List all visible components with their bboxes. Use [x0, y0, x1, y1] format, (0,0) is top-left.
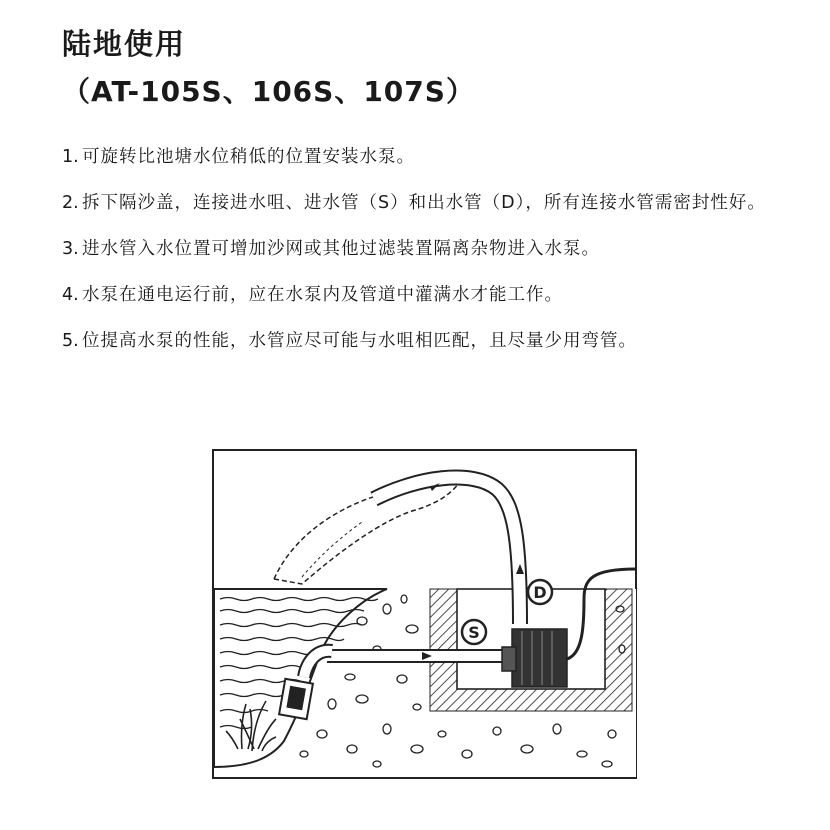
page-title: 陆地使用	[62, 27, 187, 61]
instruction-step-4	[62, 278, 782, 312]
label-s-text: S	[468, 623, 480, 642]
instruction-step-3	[62, 232, 782, 266]
inlet-label-s	[462, 620, 486, 644]
step-number: 4.	[62, 285, 79, 305]
step-text: 可旋转比池塘水位稍低的位置安装水泵。	[82, 147, 415, 167]
label-d-text: D	[533, 583, 547, 602]
step-number: 5.	[62, 331, 79, 351]
step-text: 拆下隔沙盖，连接进水咀、进水管（S）和出水管（D），所有连接水管需密封性好。	[82, 193, 766, 213]
step-number: 3.	[62, 239, 79, 259]
instruction-step-2	[62, 186, 782, 220]
instruction-list	[62, 140, 782, 370]
installation-diagram	[212, 449, 637, 779]
outlet-label-d	[528, 580, 552, 604]
pump	[502, 629, 567, 687]
step-text: 水泵在通电运行前，应在水泵内及管道中灌满水才能工作。	[82, 285, 563, 305]
model-numbers: （AT-105S、106S、107S）	[62, 75, 475, 108]
instruction-step-1	[62, 140, 782, 174]
step-text: 位提高水泵的性能，水管应尽可能与水咀相匹配，且尽量少用弯管。	[82, 331, 637, 351]
step-number: 1.	[62, 147, 79, 167]
instruction-step-5	[62, 324, 782, 358]
step-text: 进水管入水位置可增加沙网或其他过滤装置隔离杂物进入水泵。	[82, 239, 600, 259]
step-number: 2.	[62, 193, 79, 213]
